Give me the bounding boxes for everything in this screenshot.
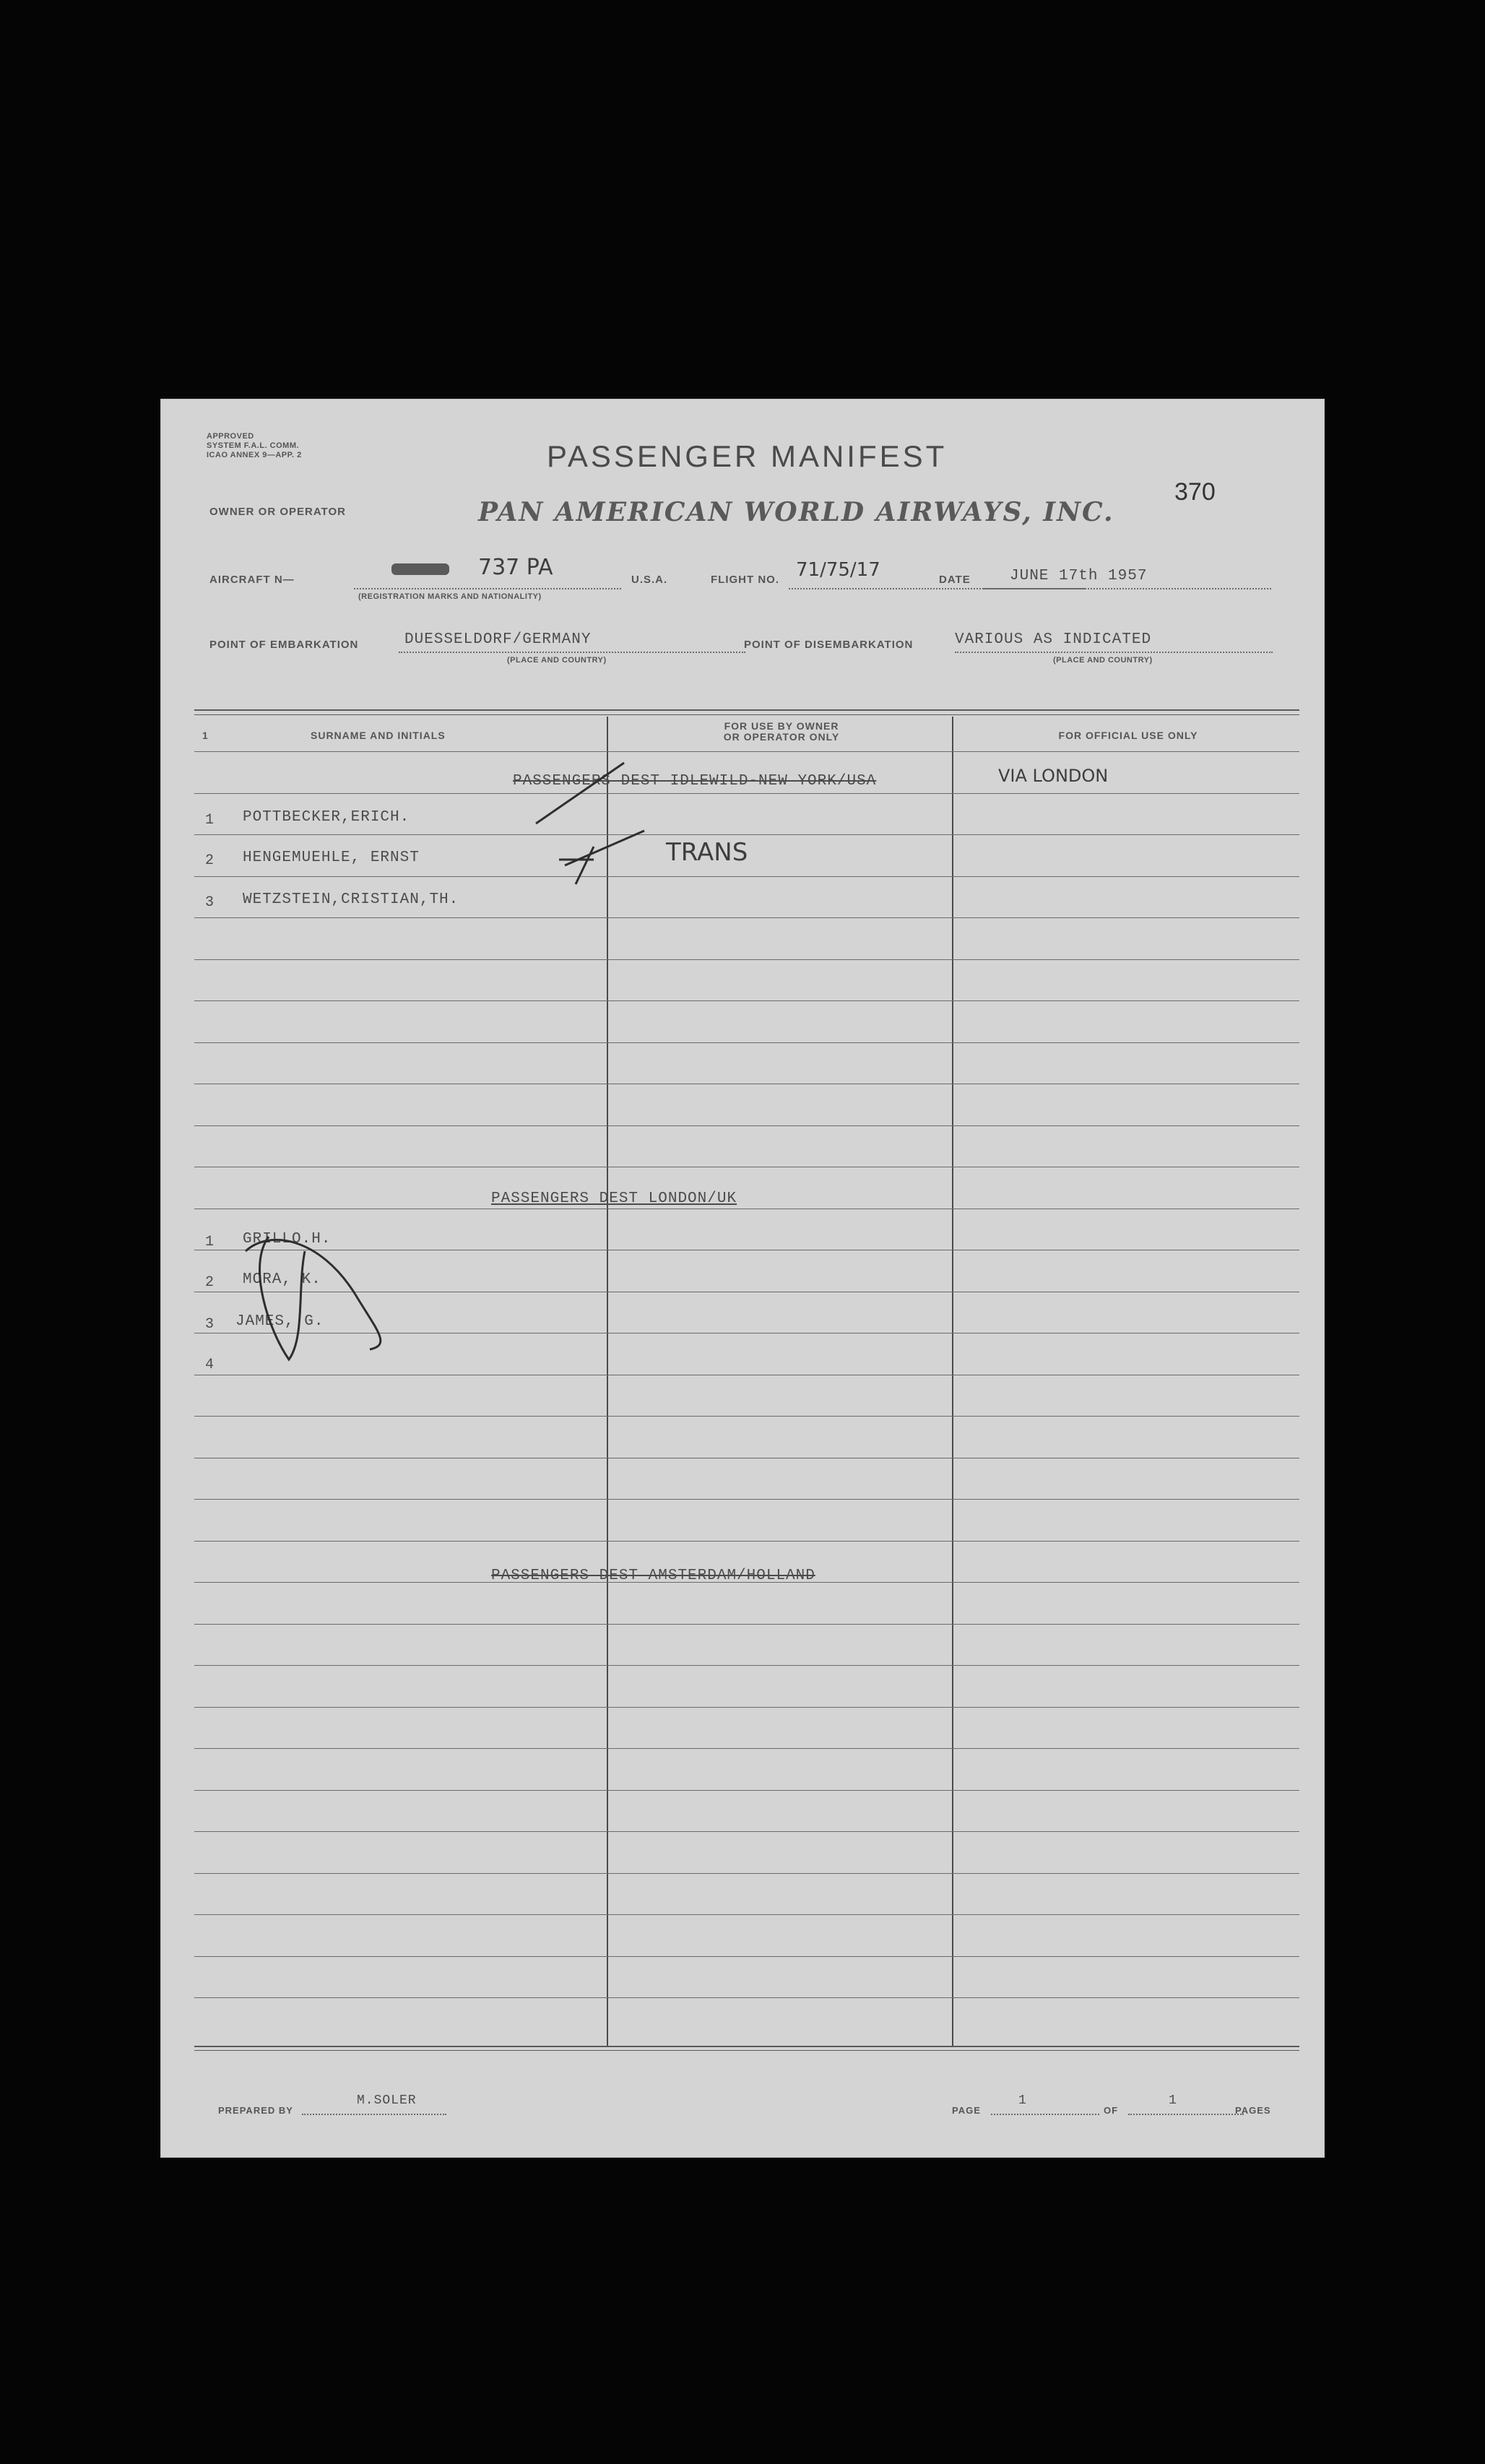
passenger-name: HENGEMUEHLE, ERNST xyxy=(243,850,420,866)
row-number: 3 xyxy=(205,894,215,911)
passenger-name: GRILLO.H. xyxy=(243,1231,332,1248)
column-marker: 1 xyxy=(202,730,209,741)
column-header-official: FOR OFFICIAL USE ONLY xyxy=(1058,730,1198,741)
embark-caption: (PLACE AND COUNTRY) xyxy=(507,656,607,665)
pages-label: PAGES xyxy=(1235,2105,1271,2116)
handwritten-strokes xyxy=(160,399,1325,2158)
aircraft-value: 737 PA xyxy=(478,555,553,580)
row-number: 2 xyxy=(205,1274,215,1291)
aircraft-label: AIRCRAFT N— xyxy=(209,574,295,586)
date-label: DATE xyxy=(939,574,971,586)
check-mark-stroke xyxy=(576,847,594,884)
disembark-value: VARIOUS AS INDICATED xyxy=(955,631,1152,648)
check-mark-stroke xyxy=(536,763,624,824)
prepared-value: M.SOLER xyxy=(357,2093,417,2108)
page-label: PAGE xyxy=(952,2105,981,2116)
row-number: 3 xyxy=(205,1316,215,1333)
embark-label: POINT OF EMBARKATION xyxy=(209,639,359,651)
section-heading-london: PASSENGERS DEST LONDON/UK xyxy=(491,1190,737,1207)
nationality: U.S.A. xyxy=(631,574,668,586)
column-header-surname: SURNAME AND INITIALS xyxy=(311,730,446,741)
approved-stamp: APPROVED SYSTEM F.A.L. COMM. ICAO ANNEX 9—APP. 2 xyxy=(207,432,302,459)
flight-label: FLIGHT NO. xyxy=(711,574,779,586)
section-heading-newyork: PASSENGERS DEST IDLEWILD-NEW YORK/USA xyxy=(513,773,877,790)
passenger-name: JAMES, G. xyxy=(235,1313,324,1330)
aircraft-caption: (REGISTRATION MARKS AND NATIONALITY) xyxy=(358,592,542,601)
flight-value: 71/75/17 xyxy=(796,559,880,581)
column-header-owner: FOR USE BY OWNER OR OPERATOR ONLY xyxy=(723,720,840,743)
row-number: 2 xyxy=(205,852,215,869)
row-number: 1 xyxy=(205,1234,215,1250)
passenger-name: MORA, K. xyxy=(243,1271,321,1288)
cross-out-stroke xyxy=(246,1240,381,1349)
date-value: JUNE 17th 1957 xyxy=(1010,568,1148,584)
row-number: 1 xyxy=(205,812,215,829)
manifest-page xyxy=(160,399,1325,2158)
table-bottom-rule xyxy=(194,2046,1299,2047)
disembark-label: POINT OF DISEMBARKATION xyxy=(744,639,914,651)
owner-value: PAN AMERICAN WORLD AIRWAYS, INC. xyxy=(478,497,1114,527)
page-value: 1 xyxy=(1018,2093,1027,2108)
cross-out-stroke xyxy=(260,1237,305,1359)
section-heading-amsterdam: PASSENGERS DEST AMSTERDAM/HOLLAND xyxy=(491,1568,815,1584)
row-number: 4 xyxy=(205,1357,215,1373)
embark-value: DUESSELDORF/GERMANY xyxy=(404,631,592,648)
passenger-name: POTTBECKER,ERICH. xyxy=(243,809,410,826)
of-value: 1 xyxy=(1169,2093,1177,2108)
handwritten-via-london: VIA LONDON xyxy=(998,766,1109,786)
page-number-stamp: 370 xyxy=(1174,478,1216,506)
of-label: OF xyxy=(1104,2105,1119,2116)
handwritten-trans: TRANS xyxy=(666,838,748,867)
page-title: PASSENGER MANIFEST xyxy=(547,439,948,473)
owner-label: OWNER OR OPERATOR xyxy=(209,506,346,518)
passenger-name: WETZSTEIN,CRISTIAN,TH. xyxy=(243,891,459,908)
prepared-label: PREPARED BY xyxy=(218,2105,293,2116)
disembark-caption: (PLACE AND COUNTRY) xyxy=(1053,656,1153,665)
